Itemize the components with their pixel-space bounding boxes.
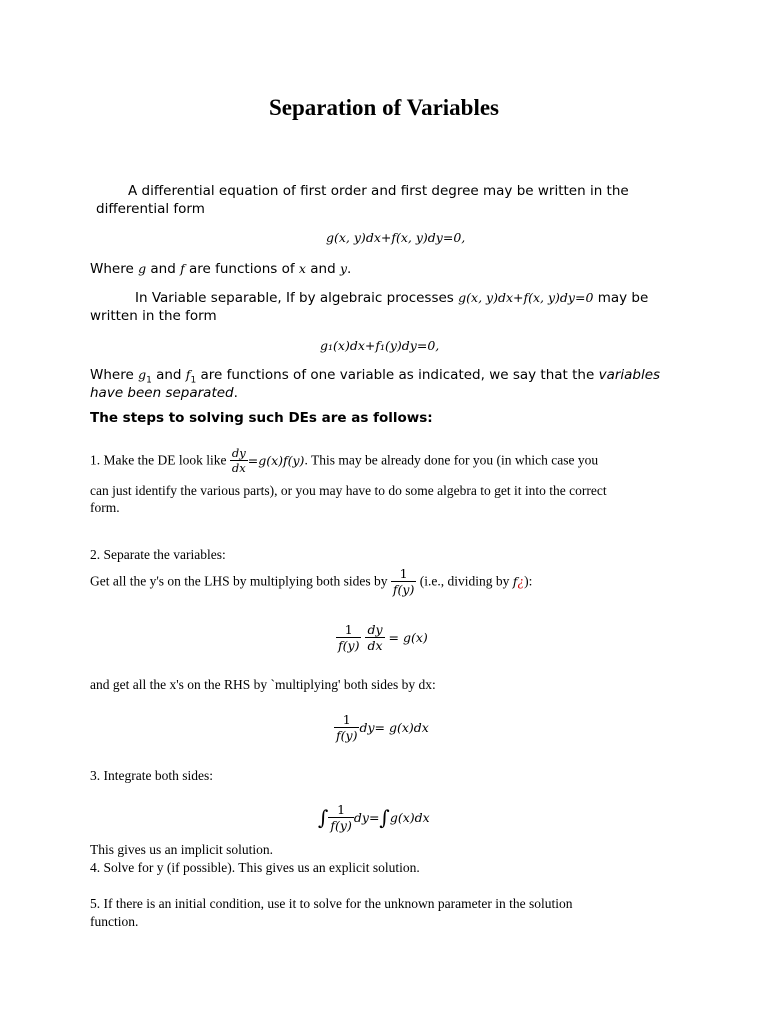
step-2-line: Get all the y's on the LHS by multiplying both sides by $\frac{1}{f(y)}$ (i.e., dividing by f¿): <box>90 566 533 597</box>
equation-integral: ∫ $\frac{1}{f(y)}$ dy=∫g(x)dx <box>318 802 430 833</box>
step-1-line-3: form. <box>90 500 120 515</box>
step-5-line-1: 5. If there is an initial condition, use it to solve for the unknown parameter in the solution <box>90 896 573 911</box>
step-3-title: 3. Integrate both sides: <box>90 768 213 783</box>
step-1-line-1: 1. Make the DE look like $\frac{dy}{dx}$ =g(x)f(y). This may be already done for you (in which case you <box>90 446 599 475</box>
step-1-line-2: can just identify the various parts), or you may have to do some algebra to get it into the correct <box>90 483 607 498</box>
implicit-solution-text: This gives us an implicit solution. <box>90 842 273 857</box>
where-separated-line-2: have been separated. <box>90 385 238 401</box>
equation-step-2-rhs: $\frac{1}{f(y)}$ dy= g(x)dx <box>336 712 429 743</box>
equation-step-2-lhs: $\frac{1}{f(y)}$ $\frac{dy}{dx}$ = g(x) <box>338 622 428 653</box>
page-title: Separation of Variables <box>268 95 500 120</box>
step-5-line-2: function. <box>90 914 139 929</box>
step-2-title: 2. Separate the variables: <box>90 547 226 562</box>
where-separated-line: Where $g_1$ and $f_1$ are functions of one variable as indicated, we say that the variables <box>90 367 661 386</box>
steps-heading: The steps to solving such DEs are as follows: <box>90 410 433 426</box>
variable-separable-line-2: written in the form <box>90 308 217 324</box>
variable-separable-line: In Variable separable, If by algebraic processes g(x, y)dx+f(x, y)dy=0 may be <box>135 290 649 306</box>
step-4: 4. Solve for y (if possible). This gives us an explicit solution. <box>90 860 420 875</box>
equation-general-form: g(x, y)dx+f(x, y)dy=0, <box>326 230 466 245</box>
where-functions-line: Where g and f are functions of x and y. <box>90 261 352 277</box>
intro-line-2: differential form <box>96 201 205 217</box>
equation-separated-form: g₁(x)dx+f₁(y)dy=0, <box>320 338 440 353</box>
intro-line-1: A differential equation of first order and first degree may be written in the <box>128 183 629 199</box>
rhs-instruction: and get all the x's on the RHS by `multiplying' both sides by dx: <box>90 677 436 692</box>
